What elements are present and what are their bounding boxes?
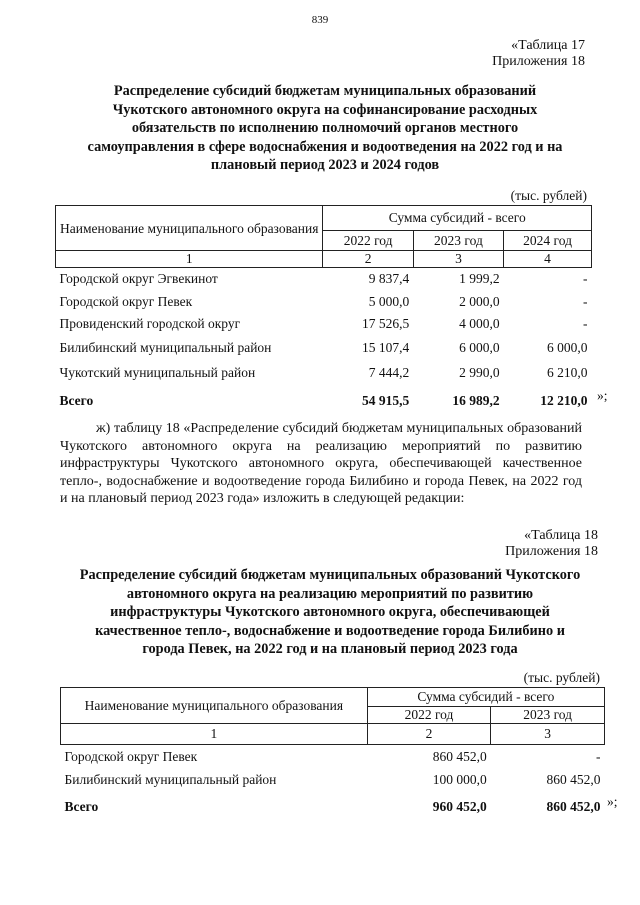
- table18-ref-line2: Приложения 18: [505, 544, 598, 559]
- table17-title-line: плановый период 2023 и 2024 годов: [210, 157, 440, 173]
- value-2023: 2 000,0: [459, 293, 500, 309]
- table17-ref-line1: «Таблица 17: [511, 38, 585, 53]
- table-row: [61, 745, 605, 769]
- table-row: [56, 291, 592, 313]
- table-row: [56, 268, 592, 291]
- page-number: 839: [311, 14, 329, 26]
- value-2022: 100 000,0: [432, 771, 487, 787]
- row-name: Городской округ Певек: [64, 748, 198, 764]
- column-number: 1: [56, 251, 323, 268]
- column-number: 1: [61, 724, 368, 745]
- value-2022: 5 000,0: [368, 293, 410, 309]
- column-number: 2: [367, 724, 491, 745]
- table-row: [56, 313, 592, 336]
- value-2022: 15 107,4: [362, 340, 410, 355]
- column-number: 2: [323, 251, 413, 268]
- value-2023: 4 000,0: [459, 316, 500, 331]
- column-number: 3: [413, 251, 503, 268]
- table17-closing-quote: »;: [597, 388, 608, 403]
- table17-units: (тыс. рублей): [510, 188, 587, 203]
- row-name: Городской округ Певек: [59, 293, 193, 309]
- table17-title: [60, 82, 590, 175]
- value-2024: -: [583, 316, 588, 331]
- column-header-name: Наименование муниципального образования: [61, 688, 368, 724]
- total-label: Всего: [64, 798, 99, 814]
- column-header-year: 2023 год: [413, 231, 503, 251]
- value-2024: 6 000,0: [547, 340, 588, 355]
- table17-ref-line2: Приложения 18: [492, 54, 585, 69]
- column-header-sum: Сумма субсидий - всего: [367, 688, 604, 707]
- table18-reference: [505, 528, 598, 560]
- table18: [60, 687, 605, 823]
- total-2022: 960 452,0: [432, 798, 487, 814]
- table17-title-line: Чукотского автономного округа на софинансирование расходных: [112, 101, 538, 118]
- total-label: Всего: [59, 392, 94, 408]
- table18-title-line: инфраструктуры Чукотского автономного округа, обеспечивающей: [110, 604, 550, 620]
- table18-title: [55, 566, 605, 659]
- value-2024: 6 210,0: [547, 365, 588, 380]
- table18-title-line: автономного округа на реализацию мероприятий по развитию: [126, 585, 534, 602]
- row-name: Городской округ Эгвекинот: [59, 271, 218, 287]
- row-name: Чукотский муниципальный район: [59, 365, 256, 380]
- column-header-year: 2022 год: [323, 231, 413, 251]
- value-2022: 17 526,5: [362, 316, 410, 331]
- column-header-year: 2022 год: [367, 707, 491, 724]
- total-2024: 12 210,0: [540, 392, 588, 408]
- table-row: [56, 361, 592, 386]
- table17-title-line: обязательств по исполнению полномочий органов местного: [131, 120, 519, 136]
- table18-title-line: качественное тепло-, водоснабжение и водоотведение города Билибино и: [95, 622, 565, 639]
- value-2023: 6 000,0: [459, 340, 500, 355]
- value-2022: 860 452,0: [432, 748, 487, 764]
- table18-title-line: Распределение субсидий бюджетам муниципальных образований Чукотского: [79, 567, 581, 583]
- value-2022: 7 444,2: [368, 365, 410, 380]
- table17-reference: [492, 38, 585, 70]
- total-2023: 860 452,0: [546, 798, 601, 814]
- table-total-row: [61, 791, 605, 823]
- amendment-paragraph: ж) таблицу 18 «Распределение субсидий бюджетам муниципальных образований Чукотского автономного округа на реализацию мероприятий по развитию инфраструктуры Чукотского автономного округа, обеспечивающей качественное тепло-, водоснабжение и водоотведение города Билибино и города Певек, на 2022 год и на плановый период 2023 года» изложить в следующей редакции:: [60, 421, 582, 507]
- row-name: Билибинский муниципальный район: [59, 340, 272, 355]
- table17-title-line: Распределение субсидий бюджетам муниципальных образований: [113, 83, 537, 99]
- table18-title-line: города Певек, на 2022 год и на плановый период 2023 года: [142, 641, 518, 657]
- column-number: 4: [504, 251, 592, 268]
- column-header-year: 2024 год: [504, 231, 592, 251]
- column-header-sum: Сумма субсидий - всего: [323, 206, 592, 231]
- value-2023: -: [596, 748, 601, 764]
- row-name: Провиденский городской округ: [59, 316, 241, 331]
- table-total-row: [56, 386, 592, 416]
- table-row: [56, 336, 592, 361]
- total-2022: 54 915,5: [362, 392, 410, 408]
- table18-closing-quote: »;: [607, 794, 618, 809]
- column-header-name: Наименование муниципального образования: [56, 206, 323, 251]
- column-number: 3: [491, 724, 605, 745]
- table18-units: (тыс. рублей): [523, 670, 600, 685]
- value-2022: 9 837,4: [368, 271, 410, 287]
- value-2024: -: [583, 293, 588, 309]
- table-row: [61, 769, 605, 791]
- table17-title-line: самоуправления в сфере водоснабжения и водоотведения на 2022 год и на: [87, 138, 563, 155]
- column-header-year: 2023 год: [491, 707, 605, 724]
- total-2023: 16 989,2: [452, 392, 500, 408]
- value-2023: 1 999,2: [459, 271, 500, 287]
- row-name: Билибинский муниципальный район: [64, 771, 277, 787]
- value-2023: 2 990,0: [459, 365, 500, 380]
- table17: [55, 205, 592, 416]
- table18-ref-line1: «Таблица 18: [524, 528, 598, 543]
- value-2024: -: [583, 271, 588, 287]
- value-2023: 860 452,0: [546, 771, 601, 787]
